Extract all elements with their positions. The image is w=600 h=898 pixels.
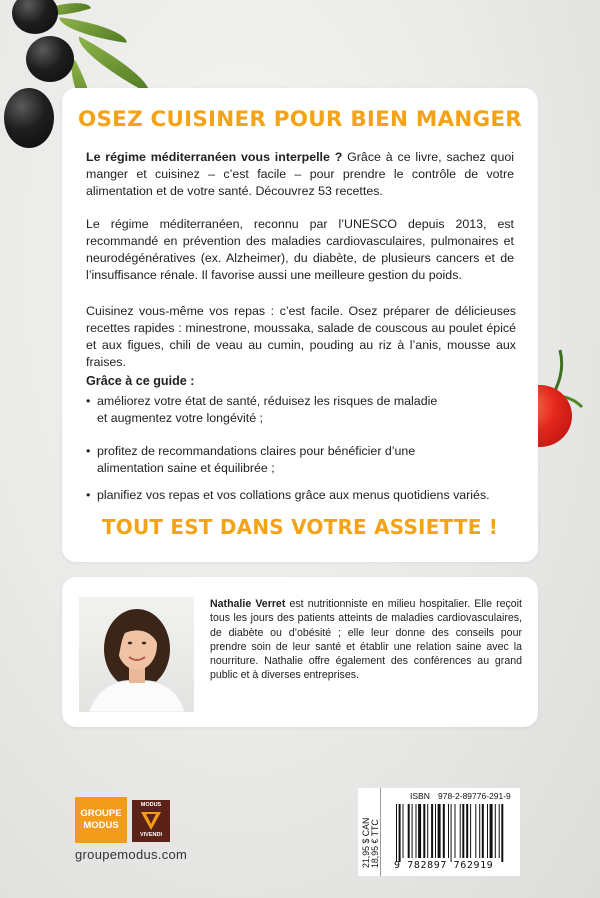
barcode-bar [423,804,425,858]
barcode-bar [431,804,433,858]
barcode-bar [460,804,461,858]
tagline: TOUT EST DANS VOTRE ASSIETTE ! [101,515,499,539]
barcode-bar [487,804,488,858]
barcode-bar [495,804,496,858]
author-name: Nathalie Verret [210,598,286,610]
barcode-bar [482,804,484,858]
barcode-bar [499,804,500,858]
recipes-paragraph: Cuisinez vous-même vos repas : c’est facile. Osez préparer de délicieuses recettes rapides : minestrone, moussaka, salade de couscous au poulet épicé et aux figues, chili de veau au cumin, pouding au riz à l’anis, mousse aux fraises. [86,304,516,369]
publisher-logo-line1: GROUPE [80,808,122,819]
barcode-digits: 9 782897 762919 [394,860,494,871]
list-item [86,487,506,504]
olive [26,36,74,82]
author-bio [210,597,522,683]
olive-leaf [57,17,129,43]
barcode-bar [462,804,464,858]
imprint-logo-bottom: VIVENDI [139,832,162,838]
price-cad: 21,95 $ CAN [361,817,371,868]
author-photo [79,597,194,712]
barcode-bar [438,804,441,858]
barcode-bar [470,804,471,858]
publisher-logo-line2: MODUS [83,820,119,831]
page-title: OSEZ CUISINER POUR BIEN MANGER [78,107,522,132]
barcode-bar [416,804,417,858]
publisher-logo [75,797,127,843]
imprint-logo-top: MODUS [140,802,162,808]
barcode-bar [418,804,421,858]
barcode-bar [455,804,456,858]
bullet-icon: • [86,444,91,458]
list-item [86,443,446,477]
barcode-bar [399,804,401,862]
bullet-icon: • [86,394,91,408]
barcode-bar [408,804,410,858]
barcode-bar [443,804,445,858]
barcode-bar [403,804,404,858]
isbn-number: 978-2-89776-291-9 [438,791,511,801]
barcode-bar [448,804,449,858]
barcode [396,804,514,862]
list-item-text: planifiez vos repas et vos collations grâce aux menus quotidiens variés. [97,488,490,502]
imprint-logo [132,800,170,842]
author-bio-text: est nutritionniste en milieu hospitalier. Elle reçoit tous les jours des patients atteints de maladies cardiovasculaires, de diabète ou d’obésité ; elle leur donne des conseils pour prendre soin de leur santé et établir une relation saine avec la nourriture. Nathalie offre également des conférences au grand public et à diverses entreprises. [210,598,522,682]
barcode-bar [475,804,476,858]
publisher-website: groupemodus.com [75,847,188,862]
price-eur: 18,95 € TTC [370,819,380,868]
barcode-bar [466,804,468,858]
barcode-bar [435,804,436,858]
list-item-text: améliorez votre état de santé, réduisez les risques de maladie et augmentez votre longévité ; [97,394,438,425]
barcode-block [358,788,520,876]
barcode-bar [451,804,452,862]
barcode-bar [427,804,428,858]
isbn-label: ISBN [410,791,430,801]
barcode-bar [396,804,397,862]
barcode-bar [501,804,503,862]
barcode-bar [412,804,413,858]
barcode-bar [490,804,493,858]
price-column [358,788,381,876]
bullet-icon: • [86,488,91,502]
health-paragraph: Le régime méditerranéen, reconnu par l’UNESCO depuis 2013, est recommandé en prévention des maladies cardiovasculaires, pulmonaires et neurodégénératives (ex. Alzheimer), du diabète, de plusieurs cancers et de l’insuffisance rénale. Il favorise aussi une meilleure gestion du poids. [86,217,514,282]
intro-question: Le régime méditerranéen vous interpelle ? [86,150,343,164]
intro-text: Grâce à ce livre, sachez quoi manger et cuisinez – c’est facile – pour prendre le contrôle de votre alimentation et de votre santé. Découvrez 53 recettes. [86,150,514,198]
list-item-text: profitez de recommandations claires pour bénéficier d’une alimentation saine et équilibrée ; [97,444,416,475]
olive [12,0,58,34]
intro-paragraph [86,149,514,200]
guide-heading: Grâce à ce guide : [86,374,195,388]
list-item [86,393,446,427]
barcode-bar [479,804,480,858]
